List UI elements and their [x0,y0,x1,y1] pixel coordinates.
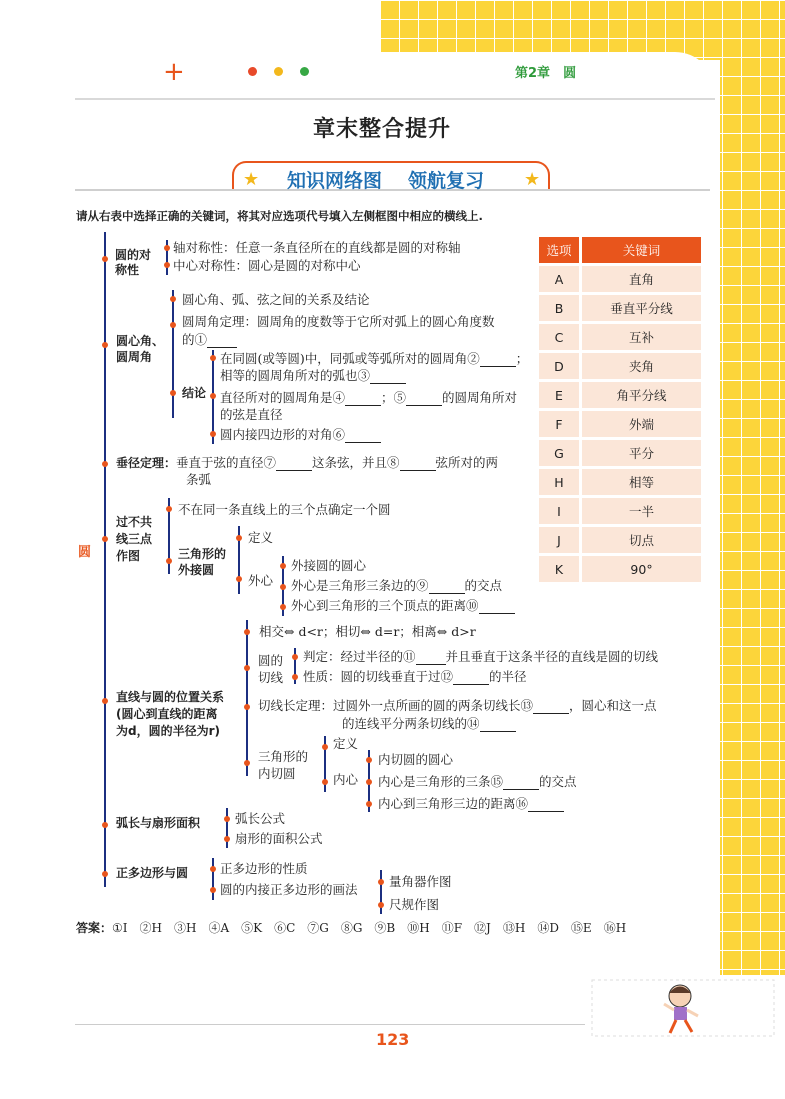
circumcenter-item [291,578,502,594]
conclusion-item [220,390,517,406]
three-points-item: 不在同一条直线上的三个点确定一个圆 [178,502,391,517]
option-code: I [539,498,579,524]
option-code: H [539,469,579,495]
table-row [539,527,701,553]
tree-node [224,816,230,822]
answer-blank-4[interactable] [345,393,381,406]
star-icon: ★ [243,169,260,190]
incenter-item [378,796,564,812]
chapter-topic: 圆 [563,66,577,81]
answer-label: 答案： [76,921,113,935]
option-code: D [539,353,579,379]
drawing-method: 量角器作图 [389,874,452,889]
conclusion-item: 的弦是直径 [220,407,283,422]
tree-node [236,535,242,541]
table-row [539,498,701,524]
cartoon-figure-icon [588,978,778,1038]
answer-blank-11[interactable] [416,652,446,665]
tree-node [244,665,250,671]
keyword: 夹角 [579,353,701,379]
tree-node [210,431,216,437]
tangent-length-text: ，圆心和这一点 [569,698,657,713]
option-code: E [539,382,579,408]
tangent-text: 的半径 [489,669,527,684]
relation-item: 相交⇔ d<r；相切⇔ d=r；相离⇔ d>r [259,624,476,639]
conclusion-text: ； [515,351,529,366]
tree-node [322,744,328,750]
symmetry-item: 轴对称性：任意一条直径所在的直线都是圆的对称轴 [173,240,461,255]
tangent-text: 判定：经过半径的⑪ [303,649,416,664]
option-code: B [539,295,579,321]
table-row [539,556,701,582]
tangent-length-item [342,716,516,732]
keyword: 直角 [579,266,701,292]
circumcircle-label: 三角形的外接圆 [178,547,227,577]
tree-node [102,536,108,542]
circumcenter-item [291,598,515,614]
tree-node [166,506,172,512]
section-banner [232,161,550,191]
tangent-label: 圆的切线 [258,653,284,685]
table-row [539,324,701,350]
tree-node [378,879,384,885]
table-row [539,353,701,379]
keyword: 相等 [579,469,701,495]
tree-node [170,322,176,328]
header-rule [75,98,715,100]
branch-line [246,620,248,776]
yellow-dot-icon [274,67,283,76]
option-code: C [539,324,579,350]
option-code: F [539,411,579,437]
answer-blank-15[interactable] [503,777,539,790]
tree-node [102,342,108,348]
tree-node [210,393,216,399]
perpendicular-text: 条弧 [186,472,212,487]
tree-node [164,245,170,251]
incenter-label: 内心 [333,772,359,787]
polygon-item: 圆的内接正多边形的画法 [220,882,358,897]
tree-node [322,779,328,785]
symmetry-item: 中心对称性：圆心是圆的对称中心 [173,258,361,273]
circumcenter-label: 外心 [248,573,274,588]
tree-node [292,654,298,660]
conclusion-item [220,427,381,443]
crosshair-icon: + [163,57,185,87]
perpendicular-text: 垂直于弦的直径⑦ [176,455,277,470]
tangent-text: 并且垂直于这条半径的直线是圆的切线 [445,649,659,664]
banner-title: 知识网络图 [287,170,383,192]
circumcenter-item: 外接圆的圆心 [291,558,367,573]
tree-node [244,704,250,710]
tree-node [378,902,384,908]
tree-node [244,760,250,766]
tree-node [292,674,298,680]
blank-label: 的① [182,332,208,347]
tree-node [210,355,216,361]
answer-line [76,920,626,936]
incenter-item [378,774,577,790]
answer-blank-2[interactable] [480,354,516,367]
tree-node [166,558,172,564]
answer-blank-9[interactable] [429,581,465,594]
section-label-line-circle: 为d，圆的半径为r) [116,724,220,738]
tree-node [170,296,176,302]
answer-blank-5[interactable] [406,393,442,406]
conclusion-text: 相等的圆周角所对的弧也③ [220,368,371,383]
option-code: A [539,266,579,292]
tangent-length-text: 的连线平分两条切线的⑭ [342,716,480,731]
arc-area-item: 弧长公式 [235,811,286,826]
conclusion-item [220,368,406,384]
table-row [539,469,701,495]
section-label-symmetry: 圆的对称性 [115,248,152,277]
conclusion-text: 圆内接四边形的对角⑥ [220,427,346,442]
angles-item [182,332,237,348]
option-code: J [539,527,579,553]
tangent-item [303,649,658,665]
table-row [539,382,701,408]
conclusion-text: 在同圆(或等圆)中，同弧或等弧所对的圆周角② [220,351,480,366]
table-row [539,266,701,292]
answer-blank-16[interactable] [528,799,564,812]
tree-node [164,262,170,268]
tangent-text: 性质：圆的切线垂直于过⑫ [303,669,454,684]
keyword: 切点 [579,527,701,553]
header-tab [190,52,715,100]
conclusion-item [220,351,528,367]
tree-node [102,822,108,828]
page-number: 123 [376,1030,410,1049]
tree-node [102,698,108,704]
column-header: 选项 [539,237,579,263]
answer-blank-12[interactable] [453,672,489,685]
circumcenter-text: 的交点 [464,578,503,593]
tree-node [280,604,286,610]
answer-blank-6[interactable] [345,430,381,443]
answer-blank-14[interactable] [480,719,516,732]
page-title: 章末整合提升 [313,117,452,142]
section-label-line-circle: 直线与圆的位置关系 [116,690,225,704]
keyword: 90° [579,556,701,582]
answer-blank-1[interactable] [207,335,237,348]
branch-line [172,290,174,418]
section-label-arc-area: 弧长与扇形面积 [116,816,201,830]
section-label-polygon: 正多边形与圆 [116,866,189,880]
incenter-text: 的交点 [539,774,577,789]
keyword: 一半 [579,498,701,524]
tree-node [366,779,372,785]
section-label-angles: 圆心角、圆周角 [116,334,165,364]
option-code: K [539,556,579,582]
angles-item: 圆心角、弧、弦之间的关系及结论 [182,292,370,307]
polygon-item: 正多边形的性质 [220,861,308,876]
banner-rule [75,189,710,191]
tree-node [280,584,286,590]
answer-text: ①I ②H ③H ④A ⑤K ⑥C ⑦G ⑧G ⑨B ⑩H ⑪F ⑫J ⑬H ⑭D ⑮E ⑯H [112,921,627,935]
tangent-length-item [258,698,657,714]
conclusion-text: 直径所对的圆周角是④ [220,390,346,405]
option-code: G [539,440,579,466]
table-row [539,295,701,321]
column-header: 关键词 [579,237,701,263]
answer-blank-3[interactable] [370,371,406,384]
conclusion-label: 结论 [182,386,207,400]
red-dot-icon [248,67,257,76]
tree-root: 圆 [78,545,92,560]
answer-blank-8[interactable] [400,458,436,471]
tree-node [102,461,108,467]
tree-node [366,801,372,807]
star-icon: ★ [524,169,541,190]
keyword: 垂直平分线 [579,295,701,321]
keyword: 平分 [579,440,701,466]
section-perpendicular [116,455,498,471]
tree-spine [104,232,106,887]
incenter-text: 内心到三角形三边的距离⑯ [378,796,529,811]
tree-node [210,887,216,893]
keyword: 角平分线 [579,382,701,408]
keyword: 外端 [579,411,701,437]
section-label-line-circle: (圆心到直线的距离 [116,707,218,721]
tree-node [102,871,108,877]
tree-node [224,836,230,842]
branch-line [226,808,228,848]
conclusion-text: ；⑤ [381,390,407,405]
conclusion-text: 的圆周角所对 [442,390,518,405]
perpendicular-text: 弦所对的两 [435,455,499,470]
branch-line [212,858,214,900]
incircle-label: 三角形的内切圆 [258,749,309,781]
tree-node [170,390,176,396]
tangent-length-text: 切线长定理：过圆外一点所画的圆的两条切线长⑬ [258,698,534,713]
tree-node [244,629,250,635]
table-header-row [539,237,701,263]
answer-blank-10[interactable] [479,601,515,614]
definition-label: 定义 [333,736,359,751]
tree-node [210,866,216,872]
table-row [539,411,701,437]
green-dot-icon [300,67,309,76]
table-row [539,440,701,466]
incenter-item: 内切圆的圆心 [378,752,454,767]
tree-node [102,256,108,262]
tree-node [236,576,242,582]
chapter-number: 第2章 [515,66,551,81]
keyword: 互补 [579,324,701,350]
drawing-method: 尺规作图 [389,897,440,912]
arc-area-item: 扇形的面积公式 [235,831,323,846]
answer-blank-7[interactable] [276,458,312,471]
perpendicular-text: 这条弦，并且⑧ [312,455,400,470]
banner-subtitle: 领航复习 [408,170,485,192]
tree-node [280,563,286,569]
footer-rule [75,1024,585,1025]
tangent-item [303,669,527,685]
circumcenter-text: 外心是三角形三条边的⑨ [291,578,429,593]
section-label-perpendicular: 垂径定理： [116,456,177,470]
answer-blank-13[interactable] [533,701,569,714]
incenter-text: 内心是三角形的三条⑮ [378,774,504,789]
tree-node [366,757,372,763]
keyword-table [539,234,701,585]
chapter-label [515,62,576,81]
section-label-three-points: 过不共线三点作图 [116,515,153,563]
instruction-text: 请从右表中选择正确的关键词，将其对应选项代号填入左侧框图中相应的横线上. [76,209,483,223]
definition-label: 定义 [248,530,274,545]
circumcenter-text: 外心到三角形的三个顶点的距离⑩ [291,598,479,613]
angles-item: 圆周角定理：圆周角的度数等于它所对弧上的圆心角度数 [182,314,495,329]
